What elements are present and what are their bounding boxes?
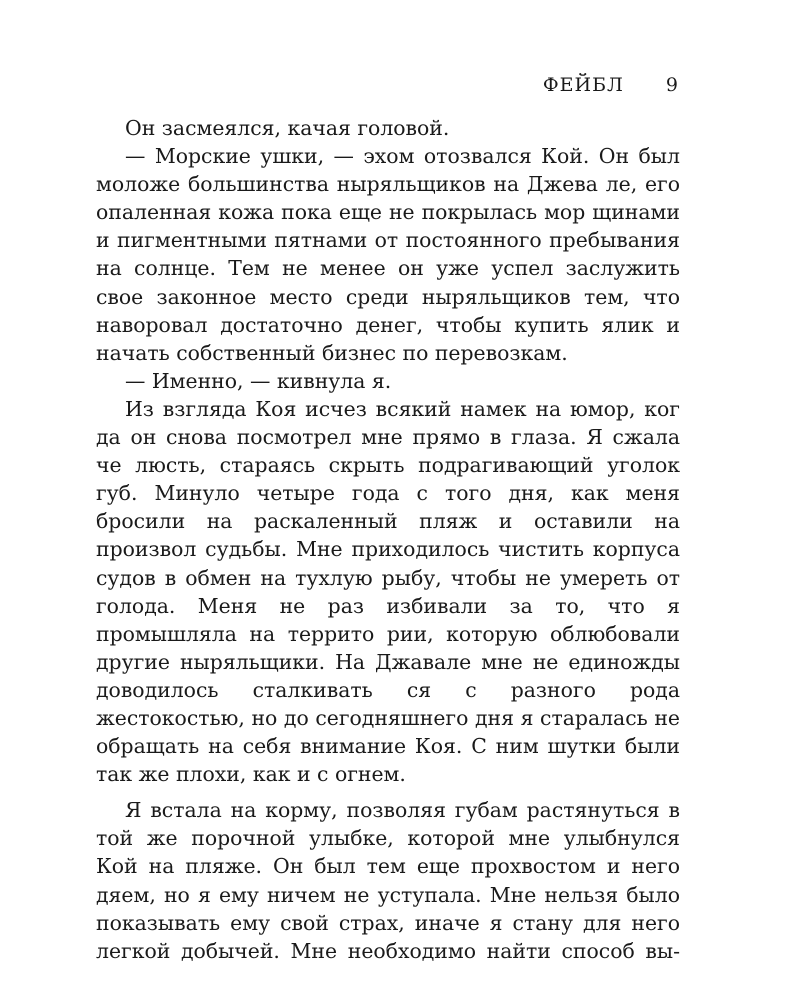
paragraph (96, 142, 680, 367)
text-line: ся с разного рода жестокостью, но до сегодняшнего (96, 677, 680, 730)
text-line: тем, что наворовал достаточно денег, чтобы купить (96, 284, 680, 337)
paragraph (96, 395, 680, 788)
text-line: Я встала на корму, позволяя губам растянуться в (125, 798, 680, 823)
text-line: пребывания на солнце. Тем не менее он уже успел (96, 228, 680, 281)
text-line: С ним шутки были так же плохи, как и с огнем. (96, 734, 680, 787)
paragraph (96, 796, 680, 965)
text-line: Он засмеялся, качая головой. (125, 116, 450, 140)
text-line: ялик и начать собственный бизнес по перевозкам. (96, 312, 680, 365)
text-line: — Именно, — кивнула я. (125, 368, 392, 393)
text-line: рии, которую облюбовали другие ныряльщики. На (96, 621, 680, 674)
text-line: ле, его опаленная кожа пока еще не покрылась мор (96, 172, 680, 225)
book-title: ФЕЙБЛ (542, 74, 624, 96)
text-line: раз избивали за то, что я промышляла на террито (96, 593, 680, 646)
text-line: легкой добычей. Мне необходимо найти способ вы- (96, 938, 680, 963)
page-number: 9 (665, 74, 678, 96)
paragraph (96, 367, 680, 395)
body-text (96, 114, 680, 965)
text-line: Джавале мне не единожды доводилось сталкивать (96, 649, 680, 702)
text-line: щинами и пигментными пятнами от постоянного (96, 200, 680, 253)
text-line: заслужить свое законное место среди ныряльщиков (96, 256, 680, 309)
text-line: Мне приходилось чистить корпуса судов в обмен на (96, 537, 680, 590)
text-line: — Морские ушки, — эхом отозвался Кой. Он (125, 144, 639, 169)
text-line: да он снова посмотрел мне прямо в глаза. Я сжала че (96, 425, 680, 478)
text-line: дня я старалась не обращать на себя внимание Коя. (96, 705, 680, 759)
text-line: люсть, стараясь скрыть подрагивающий уголок губ. (96, 453, 680, 506)
text-line: дяем, но я ему ничем не уступала. Мне нельзя было (96, 882, 680, 907)
text-line: той же порочной улыбке, которой мне улыбнулся (96, 826, 680, 851)
text-line: Из взгляда Коя исчез всякий намек на юмор, ког (125, 396, 680, 421)
text-line: тухлую рыбу, чтобы не умереть от голода. Меня не (96, 565, 681, 618)
text-line: Кой на пляже. Он был тем еще прохвостом и него (96, 854, 680, 879)
running-header (543, 74, 678, 96)
text-line: был моложе большинства ныряльщиков на Джева (96, 144, 680, 197)
paragraph (96, 114, 680, 142)
text-line: Минуло четыре года с того дня, как меня бросили на (96, 481, 680, 534)
text-line: раскаленный пляж и оставили на произвол судьбы. (96, 509, 680, 562)
text-line: показывать ему свой страх, иначе я стану для него (96, 910, 680, 935)
